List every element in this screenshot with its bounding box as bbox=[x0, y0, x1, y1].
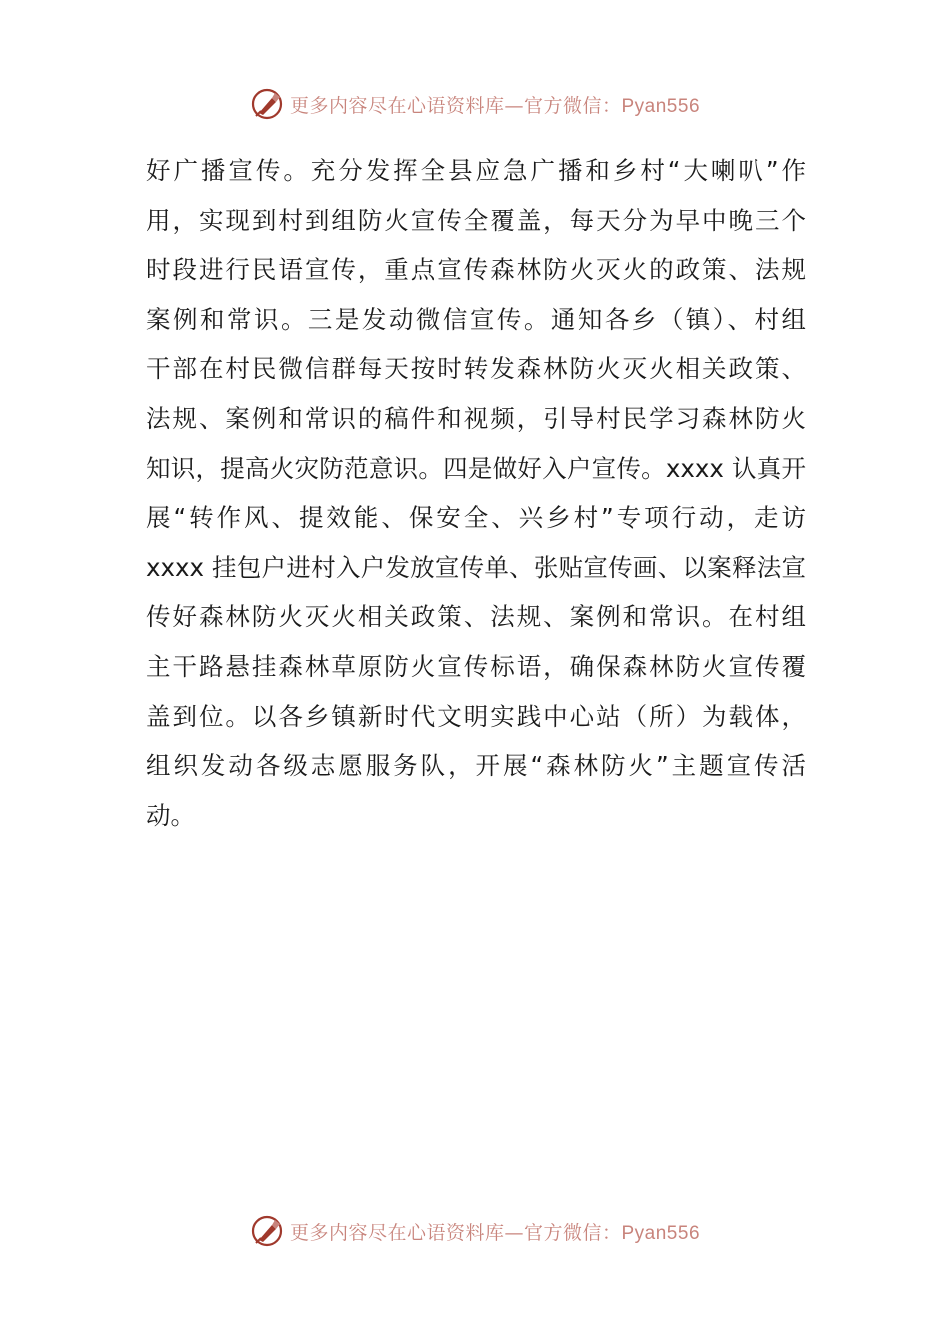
paragraph-line: 案例和常识。三是发动微信宣传。通知各乡（镇）、村组 bbox=[146, 304, 806, 334]
paragraph-line: 传好森林防火灭火相关政策、法规、案例和常识。在村组 bbox=[146, 602, 806, 632]
header-banner bbox=[0, 84, 950, 124]
header-site-text: 更多内容尽在心语资料库 bbox=[289, 94, 505, 117]
paragraph-line: xxxx 挂包户进村入户发放宣传单、张贴宣传画、以案释法宣 bbox=[146, 552, 806, 582]
footer-site-text: 更多内容尽在心语资料库 bbox=[289, 1221, 505, 1244]
pen-nib-logo-icon bbox=[250, 1214, 284, 1248]
paragraph-line: 盖到位。以各乡镇新时代文明实践中心站（所）为载体， bbox=[146, 701, 806, 731]
header-separator: — bbox=[504, 94, 524, 117]
footer-contact-id: Pyan556 bbox=[621, 1222, 701, 1244]
document-body bbox=[146, 146, 806, 840]
paragraph-line: 法规、案例和常识的稿件和视频，引导村民学习森林防火 bbox=[146, 403, 806, 433]
paragraph-line: 主干路悬挂森林草原防火宣传标语，确保森林防火宣传覆 bbox=[146, 651, 806, 681]
footer-separator: — bbox=[504, 1221, 524, 1244]
footer-contact-label: 官方微信： bbox=[523, 1221, 622, 1244]
header-contact-label: 官方微信： bbox=[523, 94, 622, 117]
pen-nib-logo-icon bbox=[250, 87, 284, 121]
footer-banner-text bbox=[290, 1218, 700, 1245]
header-banner-text bbox=[290, 91, 700, 118]
paragraph-line: 用，实现到村到组防火宣传全覆盖，每天分为早中晚三个 bbox=[146, 205, 806, 235]
paragraph-line: 知识，提高火灾防范意识。四是做好入户宣传。xxxx 认真开 bbox=[146, 453, 806, 483]
paragraph-line: 组织发动各级志愿服务队，开展“森林防火”主题宣传活 bbox=[146, 751, 806, 781]
paragraph-line: 干部在村民微信群每天按时转发森林防火灭火相关政策、 bbox=[146, 354, 806, 384]
paragraph-line: 时段进行民语宣传，重点宣传森林防火灭火的政策、法规 bbox=[146, 255, 806, 285]
paragraph-line: 好广播宣传。充分发挥全县应急广播和乡村“大喇叭”作 bbox=[146, 156, 806, 185]
paragraph-line: 展“转作风、提效能、保安全、兴乡村”专项行动，走访 bbox=[146, 503, 806, 533]
header-contact-id: Pyan556 bbox=[621, 95, 701, 117]
paragraph-line: 动。 bbox=[146, 800, 195, 830]
footer-banner bbox=[0, 1211, 950, 1251]
